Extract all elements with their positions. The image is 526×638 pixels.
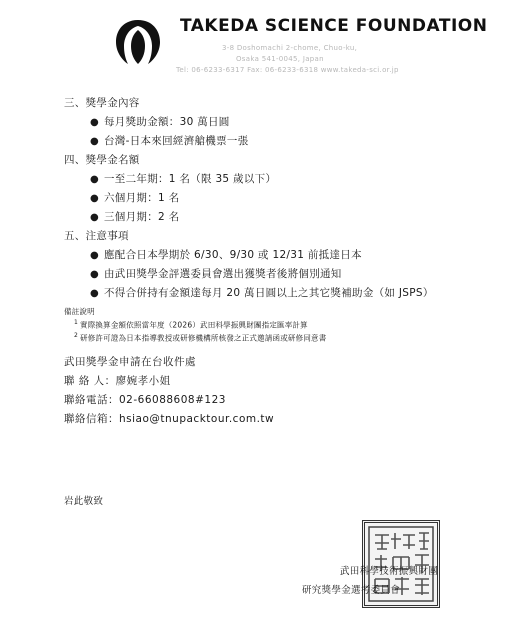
list-item bbox=[90, 114, 230, 129]
address-line: 3-8 Doshomachi 2-chome, Chuo-ku, bbox=[222, 44, 358, 52]
section-title: 四、獎學金名額 bbox=[64, 154, 140, 166]
contact-person: 聯 絡 人：廖婉孝小姐 bbox=[64, 375, 171, 387]
list-item-text: 三個月期：2 名 bbox=[104, 211, 180, 223]
note-text: 實際換算金額依照當年度（2026）武田科學振興財團指定匯率計算 bbox=[80, 320, 308, 330]
foundation-name: TAKEDA SCIENCE FOUNDATION bbox=[180, 16, 488, 36]
list-item bbox=[90, 247, 362, 262]
list-item-text: 一至二年期：1 名（限 35 歲以下） bbox=[104, 173, 277, 185]
bullet-icon: ● bbox=[90, 174, 100, 185]
note-number: 1 bbox=[74, 319, 79, 326]
note-number: 2 bbox=[74, 332, 79, 339]
list-item-text: 六個月期：1 名 bbox=[104, 192, 180, 204]
list-item bbox=[90, 190, 179, 205]
signature-line: 研究獎學金選考委員會 bbox=[302, 585, 401, 596]
signature-line: 武田科學技術振興財團 bbox=[340, 566, 439, 577]
bullet-icon: ● bbox=[90, 117, 100, 128]
note-text: 研修許可證為日本指導教授或研修機構所核發之正式邀請函或研修同意書 bbox=[80, 333, 327, 343]
address-line: Osaka 541-0045, Japan bbox=[236, 55, 324, 63]
note-item bbox=[74, 319, 308, 331]
list-item bbox=[90, 171, 276, 186]
closing-text: 岩此敬致 bbox=[64, 496, 104, 507]
list-item-text: 台灣-日本來回經濟艙機票一張 bbox=[104, 135, 249, 147]
bullet-icon: ● bbox=[90, 212, 100, 223]
list-item-text: 不得合併持有金額達每月 20 萬日圓以上之其它獎補助金（如 JSPS） bbox=[104, 287, 434, 299]
contact-email: 聯絡信箱：hsiao@tnupacktour.com.tw bbox=[64, 413, 275, 425]
bullet-icon: ● bbox=[90, 269, 100, 280]
contact-title: 武田獎學金申請在台收件處 bbox=[64, 356, 196, 368]
bullet-icon: ● bbox=[90, 193, 100, 204]
list-item bbox=[90, 133, 249, 148]
list-item-text: 每月獎助金額：30 萬日圓 bbox=[104, 116, 230, 128]
bullet-icon: ● bbox=[90, 250, 100, 261]
list-item-text: 應配合日本學期於 6/30、9/30 或 12/31 前抵達日本 bbox=[104, 249, 362, 261]
notes-heading: 備註說明 bbox=[64, 307, 95, 316]
bullet-icon: ● bbox=[90, 136, 100, 147]
contact-phone: 聯絡電話：02-66088608#123 bbox=[64, 394, 226, 406]
section-title: 五、注意事項 bbox=[64, 230, 129, 242]
note-item bbox=[74, 332, 326, 344]
list-item bbox=[90, 266, 342, 281]
foundation-logo-icon bbox=[112, 14, 164, 66]
section-title: 三、獎學金內容 bbox=[64, 97, 140, 109]
list-item bbox=[90, 209, 179, 224]
contact-line: Tel: 06-6233-6317 Fax: 06-6233-6318 www.takeda-sci.or.jp bbox=[176, 66, 399, 74]
list-item-text: 由武田獎學金評選委員會選出獲獎者後將個別通知 bbox=[104, 268, 342, 280]
list-item bbox=[90, 285, 434, 300]
bullet-icon: ● bbox=[90, 288, 100, 299]
